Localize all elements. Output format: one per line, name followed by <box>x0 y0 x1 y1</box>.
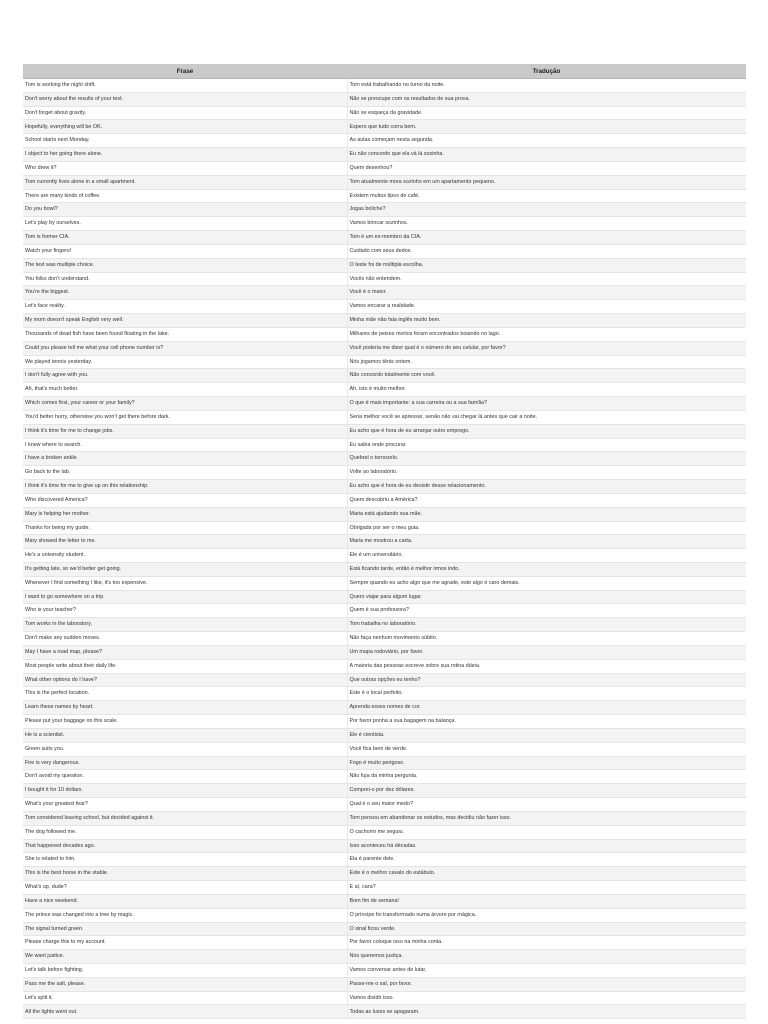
table-row <box>23 341 746 355</box>
translation-cell: Comprei-o por dez dólares. <box>347 784 746 798</box>
table-row <box>23 355 746 369</box>
phrase-cell: What's your greatest fear? <box>23 798 347 812</box>
phrase-cell: Which comes first, your career or your family? <box>23 397 347 411</box>
translation-cell: Nós queremos justiça. <box>347 950 746 964</box>
phrase-cell: He's a university student. <box>23 549 347 563</box>
phrase-cell: Could you please tell me what your cell phone number is? <box>23 341 347 355</box>
translation-cell: Quero viajar para algum lugar. <box>347 590 746 604</box>
phrase-cell: Don't worry about the results of your test. <box>23 92 347 106</box>
phrase-cell: Tom is former CIA. <box>23 231 347 245</box>
table-row <box>23 964 746 978</box>
table-row <box>23 397 746 411</box>
table-row <box>23 632 746 646</box>
table-body <box>23 79 746 1019</box>
table-row <box>23 410 746 424</box>
translation-cell: Está ficando tarde, então é melhor irmos indo. <box>347 562 746 576</box>
table-row <box>23 327 746 341</box>
phrase-cell: I bought it for 10 dollars. <box>23 784 347 798</box>
phrase-cell: Learn these names by heart. <box>23 701 347 715</box>
phrase-cell: You'd better hurry, otherwise you won't get there before dark. <box>23 410 347 424</box>
translation-cell: Eu não concordo que ela vá lá sozinha. <box>347 148 746 162</box>
table-row <box>23 286 746 300</box>
phrase-cell: May I have a road map, please? <box>23 645 347 659</box>
phrase-cell: Whenever I find something I like, it's too expensive. <box>23 576 347 590</box>
phrase-cell: Don't avoid my question. <box>23 770 347 784</box>
phrase-cell: Let's talk before fighting. <box>23 964 347 978</box>
phrase-cell: This is the best horse in the stable. <box>23 867 347 881</box>
phrase-cell: Please charge this to my account. <box>23 936 347 950</box>
phrase-cell: There are many kinds of coffee. <box>23 189 347 203</box>
table-row <box>23 217 746 231</box>
header-row <box>23 64 746 79</box>
translation-cell: Quem é sua professora? <box>347 604 746 618</box>
phrase-cell: All the lights went out. <box>23 1005 347 1019</box>
phrase-cell: Mary is helping her mother. <box>23 507 347 521</box>
translation-cell: Jogas boliche? <box>347 203 746 217</box>
translation-cell: Passe-me o sal, por favor. <box>347 977 746 991</box>
translation-cell: Maria me mostrou a carta. <box>347 535 746 549</box>
table-row <box>23 79 746 93</box>
table-row <box>23 839 746 853</box>
table-row <box>23 466 746 480</box>
translation-cell: Existem muitos tipos de café. <box>347 189 746 203</box>
table-row <box>23 300 746 314</box>
phrase-cell: Go back to the lab. <box>23 466 347 480</box>
table-row <box>23 549 746 563</box>
table-row <box>23 438 746 452</box>
phrase-cell: The prince was changed into a tree by magic. <box>23 908 347 922</box>
translation-cell: Tom atualmente mora sozinho em um apartamento pequeno. <box>347 175 746 189</box>
table-row <box>23 521 746 535</box>
phrase-cell: Tom currently lives alone in a small apartment. <box>23 175 347 189</box>
table-row <box>23 673 746 687</box>
table-row <box>23 715 746 729</box>
translation-cell: As aulas começam nesta segunda. <box>347 134 746 148</box>
translation-cell: Ela é parente dele. <box>347 853 746 867</box>
table-row <box>23 659 746 673</box>
translation-cell: Eu sabia onde procurar. <box>347 438 746 452</box>
phrase-cell: What's up, dude? <box>23 881 347 895</box>
translation-cell: Por favor coloque isso na minha conta. <box>347 936 746 950</box>
table-row <box>23 922 746 936</box>
table-row <box>23 618 746 632</box>
translation-cell: O sinal ficou verde. <box>347 922 746 936</box>
translation-cell: Você é o maior. <box>347 286 746 300</box>
phrase-cell: I think it's time for me to change jobs. <box>23 424 347 438</box>
translation-cell: Quem desenhou? <box>347 161 746 175</box>
table-row <box>23 106 746 120</box>
table-row <box>23 881 746 895</box>
table-row <box>23 314 746 328</box>
phrase-cell: I want to go somewhere on a trip. <box>23 590 347 604</box>
translation-cell: Ah, isto é muito melhor. <box>347 383 746 397</box>
translation-cell: Sempre quando eu acho algo que me agrade, este algo é caro demais. <box>347 576 746 590</box>
phrase-cell: Tom considered leaving school, but decided against it. <box>23 811 347 825</box>
translation-cell: Vamos brincar sozinhos. <box>347 217 746 231</box>
translation-cell: Vamos encarar a realidade. <box>347 300 746 314</box>
table-row <box>23 134 746 148</box>
table-row <box>23 950 746 964</box>
table-row <box>23 424 746 438</box>
table-row <box>23 853 746 867</box>
phrase-cell: I object to her going there alone. <box>23 148 347 162</box>
phrase-cell: Let's play by ourselves. <box>23 217 347 231</box>
table-row <box>23 452 746 466</box>
translation-cell: Não faça nenhum movimento súbito. <box>347 632 746 646</box>
translation-cell: Espero que tudo corra bem. <box>347 120 746 134</box>
table-row <box>23 687 746 701</box>
phrase-cell: Most people write about their daily life. <box>23 659 347 673</box>
phrase-cell: She is related to him. <box>23 853 347 867</box>
translation-cell: Tom trabalha no laboratório. <box>347 618 746 632</box>
phrase-cell: It's getting late, so we'd better get going. <box>23 562 347 576</box>
table-row <box>23 203 746 217</box>
translation-cell: Não se preocupe com os resultados de sua prova. <box>347 92 746 106</box>
phrase-cell: I don't fully agree with you. <box>23 369 347 383</box>
phrase-cell: We played tennis yesterday. <box>23 355 347 369</box>
table-row <box>23 92 746 106</box>
table-row <box>23 148 746 162</box>
translation-cell: Todas as luzes se apagaram. <box>347 1005 746 1019</box>
phrase-cell: Hopefully, everything will be OK. <box>23 120 347 134</box>
table-row <box>23 383 746 397</box>
phrase-cell: Mary showed the letter to me. <box>23 535 347 549</box>
translation-cell: Por favor ponha a sua bagagem na balança. <box>347 715 746 729</box>
translation-cell: Eu acho que é hora de eu arranjar outro emprego. <box>347 424 746 438</box>
phrase-cell: We want justice. <box>23 950 347 964</box>
phrase-cell: I think it's time for me to give up on this relationship. <box>23 480 347 494</box>
phrase-cell: This is the perfect location. <box>23 687 347 701</box>
translation-cell: O teste foi de múltipla escolha. <box>347 258 746 272</box>
phrase-cell: Have a nice weekend. <box>23 894 347 908</box>
phrase-cell: Do you bowl? <box>23 203 347 217</box>
phrase-cell: Watch your fingers! <box>23 244 347 258</box>
translation-cell: Aprenda esses nomes de cor. <box>347 701 746 715</box>
translation-cell: Quem descobriu a América? <box>347 493 746 507</box>
translation-cell: Obrigada por ser o meu guia. <box>347 521 746 535</box>
phrase-cell: Please put your baggage on this scale. <box>23 715 347 729</box>
phrase-cell: Let's split it. <box>23 991 347 1005</box>
table-row <box>23 590 746 604</box>
translation-cell: Minha mãe não fala inglês muito bem. <box>347 314 746 328</box>
translation-cell: Este é o melhor cavalo do estábulo. <box>347 867 746 881</box>
table-row <box>23 576 746 590</box>
table-row <box>23 161 746 175</box>
table-row <box>23 728 746 742</box>
translation-cell: Você poderia me dizer qual é o número do seu celular, por favor? <box>347 341 746 355</box>
phrase-cell: I have a broken ankle. <box>23 452 347 466</box>
table-row <box>23 867 746 881</box>
table-row <box>23 908 746 922</box>
table-row <box>23 701 746 715</box>
translation-cell: Qual é o seu maior medo? <box>347 798 746 812</box>
table-row <box>23 798 746 812</box>
table-row <box>23 825 746 839</box>
translation-cell: Um mapa rodoviário, por favor. <box>347 645 746 659</box>
table-row <box>23 977 746 991</box>
table-row <box>23 604 746 618</box>
translation-cell: Que outras opções eu tenho? <box>347 673 746 687</box>
phrase-cell: Who discovered America? <box>23 493 347 507</box>
phrase-cell: Tom is working the night shift. <box>23 79 347 93</box>
phrase-cell: Don't make any sudden moves. <box>23 632 347 646</box>
table-row <box>23 1005 746 1019</box>
table-row <box>23 936 746 950</box>
translation-cell: Maria está ajudando sua mãe. <box>347 507 746 521</box>
phrase-cell: The test was multiple choice. <box>23 258 347 272</box>
translation-cell: A maioria das pessoas escreve sobre sua rotina diária. <box>347 659 746 673</box>
translation-cell: Fogo é muito perigoso. <box>347 756 746 770</box>
phrase-cell: Let's face reality. <box>23 300 347 314</box>
phrase-cell: That happened decades ago. <box>23 839 347 853</box>
translation-cell: E aí, cara? <box>347 881 746 895</box>
phrase-cell: Who is your teacher? <box>23 604 347 618</box>
phrase-cell: Tom works in the laboratory. <box>23 618 347 632</box>
translation-cell: Tom está trabalhando no turno da noite. <box>347 79 746 93</box>
translation-cell: Tom pensou em abandonar os estudos, mas decidiu não fazer isso. <box>347 811 746 825</box>
column-header-frase: Frase <box>23 64 347 79</box>
table-row <box>23 784 746 798</box>
table-row <box>23 562 746 576</box>
table-row <box>23 120 746 134</box>
translation-cell: Tom é um ex-membro da CIA. <box>347 231 746 245</box>
phrase-cell: My mom doesn't speak English very well. <box>23 314 347 328</box>
table-row <box>23 244 746 258</box>
translation-cell: Bom fim de semana! <box>347 894 746 908</box>
translation-cell: Não concordo totalmente com você. <box>347 369 746 383</box>
translation-cell: Quebrei o tornozelo. <box>347 452 746 466</box>
table-row <box>23 369 746 383</box>
translation-cell: Ele é um universitário. <box>347 549 746 563</box>
translation-cell: Seria melhor você se apressar, senão não vai chegar lá antes que cair a noite. <box>347 410 746 424</box>
phrase-cell: Ah, that's much better. <box>23 383 347 397</box>
table-row <box>23 742 746 756</box>
translation-cell: O que é mais importante: a sua carreira ou a sua família? <box>347 397 746 411</box>
table-row <box>23 507 746 521</box>
phrase-cell: He is a scientist. <box>23 728 347 742</box>
phrase-cell: School starts next Monday. <box>23 134 347 148</box>
table-row <box>23 480 746 494</box>
phrase-cell: I knew where to search. <box>23 438 347 452</box>
phrase-table <box>23 64 746 1019</box>
table-row <box>23 189 746 203</box>
table-row <box>23 811 746 825</box>
translation-cell: Nós jogamos tênis ontem. <box>347 355 746 369</box>
table-row <box>23 894 746 908</box>
table-row <box>23 231 746 245</box>
table-row <box>23 756 746 770</box>
table-row <box>23 175 746 189</box>
translation-cell: O cachorro me seguiu. <box>347 825 746 839</box>
translation-cell: Não se esqueça da gravidade. <box>347 106 746 120</box>
translation-cell: Vamos dividir isso. <box>347 991 746 1005</box>
translation-cell: O príncipe foi transformado numa árvore por mágica. <box>347 908 746 922</box>
table-row <box>23 770 746 784</box>
table-row <box>23 493 746 507</box>
phrase-cell: You folks don't understand. <box>23 272 347 286</box>
translation-cell: Você fica bem de verde. <box>347 742 746 756</box>
translation-cell: Não fuja da minha pergunta. <box>347 770 746 784</box>
table-row <box>23 272 746 286</box>
translation-cell: Volte ao laboratório. <box>347 466 746 480</box>
phrase-cell: What other options do I have? <box>23 673 347 687</box>
phrase-cell: Thousands of dead fish have been found floating in the lake. <box>23 327 347 341</box>
phrase-cell: Pass me the salt, please. <box>23 977 347 991</box>
translation-cell: Vocês não entendem. <box>347 272 746 286</box>
phrase-cell: The signal turned green. <box>23 922 347 936</box>
translation-cell: Isso aconteceu há décadas. <box>347 839 746 853</box>
phrase-cell: The dog followed me. <box>23 825 347 839</box>
phrase-cell: Fire is very dangerous. <box>23 756 347 770</box>
translation-cell: Milhares de peixes mortos foram encontrados boiando no lago. <box>347 327 746 341</box>
phrase-cell: Don't forget about gravity. <box>23 106 347 120</box>
table-row <box>23 258 746 272</box>
translation-cell: Este é o local perfeito. <box>347 687 746 701</box>
table-row <box>23 535 746 549</box>
phrase-cell: Thanks for being my guide. <box>23 521 347 535</box>
translation-cell: Cuidado com seus dedos. <box>347 244 746 258</box>
phrase-cell: Who drew it? <box>23 161 347 175</box>
phrase-cell: Green suits you. <box>23 742 347 756</box>
phrase-cell: You're the biggest. <box>23 286 347 300</box>
table-row <box>23 645 746 659</box>
table-row <box>23 991 746 1005</box>
column-header-traducao: Tradução <box>347 64 746 79</box>
translation-cell: Vamos conversar antes de lutar. <box>347 964 746 978</box>
translation-cell: Ele é cientista. <box>347 728 746 742</box>
translation-cell: Eu acho que é hora de eu desistir desse relacionamento. <box>347 480 746 494</box>
